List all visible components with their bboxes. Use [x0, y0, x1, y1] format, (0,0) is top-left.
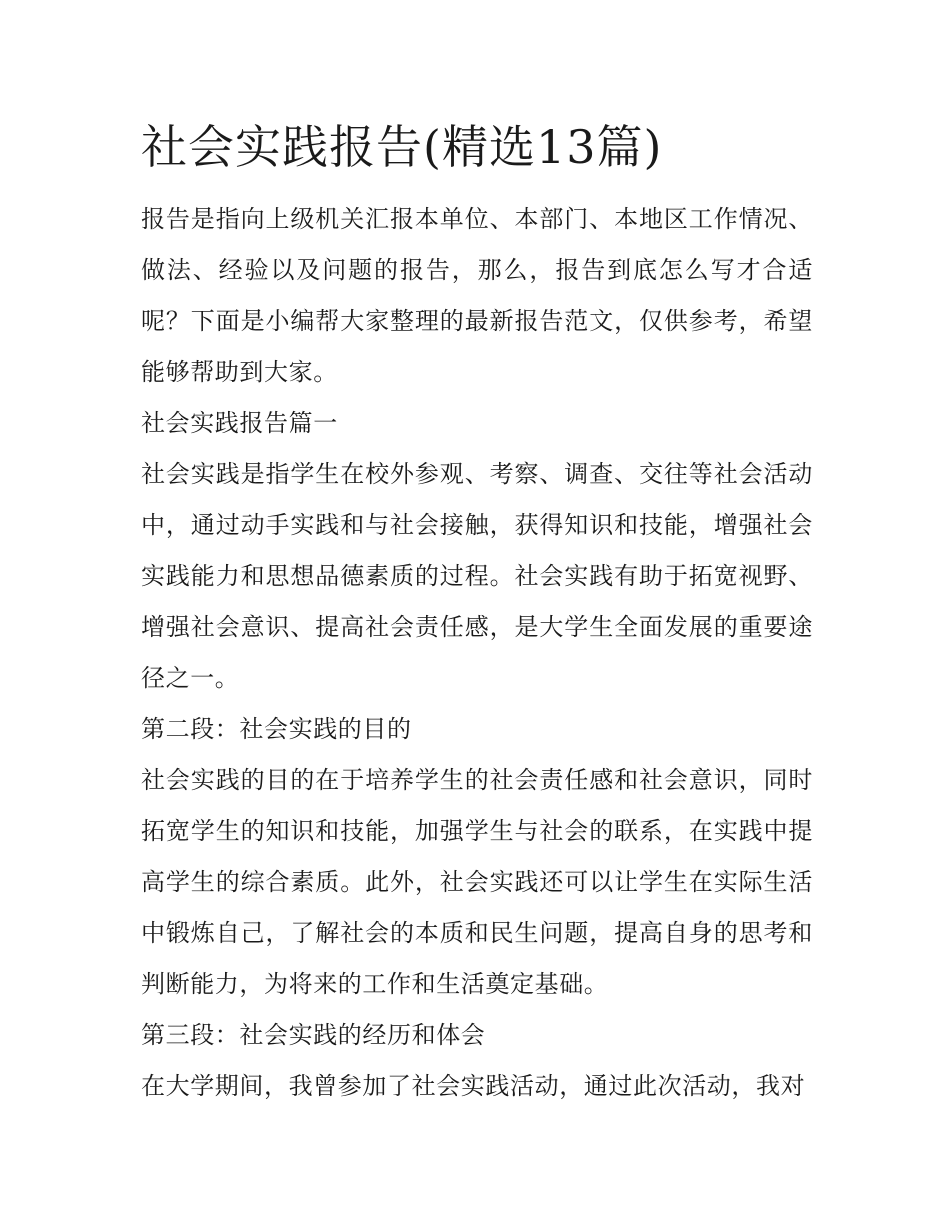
- section-3-paragraph: 在大学期间，我曾参加了社会实践活动，通过此次活动，我对: [141, 1072, 806, 1100]
- section-2-paragraph: 社会实践的目的在于培养学生的社会责任感和社会意识，同时拓宽学生的知识和技能，加强学生与社会的联系，在实践中提高学生的综合素质。此外，社会实践还可以让学生在实际生活中锻炼自己，了解社会的本质和民生问题，提高自身的思考和判断能力，为将来的工作和生活奠定基础。: [141, 766, 813, 998]
- document-title: 社会实践报告(精选13篇): [141, 120, 663, 174]
- document-page: [141, 112, 813, 1112]
- intro-paragraph: 报告是指向上级机关汇报本单位、本部门、本地区工作情况、做法、经验以及问题的报告，那么，报告到底怎么写才合适呢？下面是小编帮大家整理的最新报告范文，仅供参考，希望能够帮助到大家。: [141, 205, 813, 386]
- section-heading-3: 第三段：社会实践的经历和体会: [141, 1021, 486, 1049]
- section-heading-2: 第二段：社会实践的目的: [141, 715, 412, 743]
- section-heading-1: 社会实践报告篇一: [141, 409, 338, 437]
- section-1-paragraph: 社会实践是指学生在校外参观、考察、调查、交往等社会活动中，通过动手实践和与社会接触，获得知识和技能，增强社会实践能力和思想品德素质的过程。社会实践有助于拓宽视野、增强社会意识、提高社会责任感，是大学生全面发展的重要途径之一。: [141, 460, 813, 692]
